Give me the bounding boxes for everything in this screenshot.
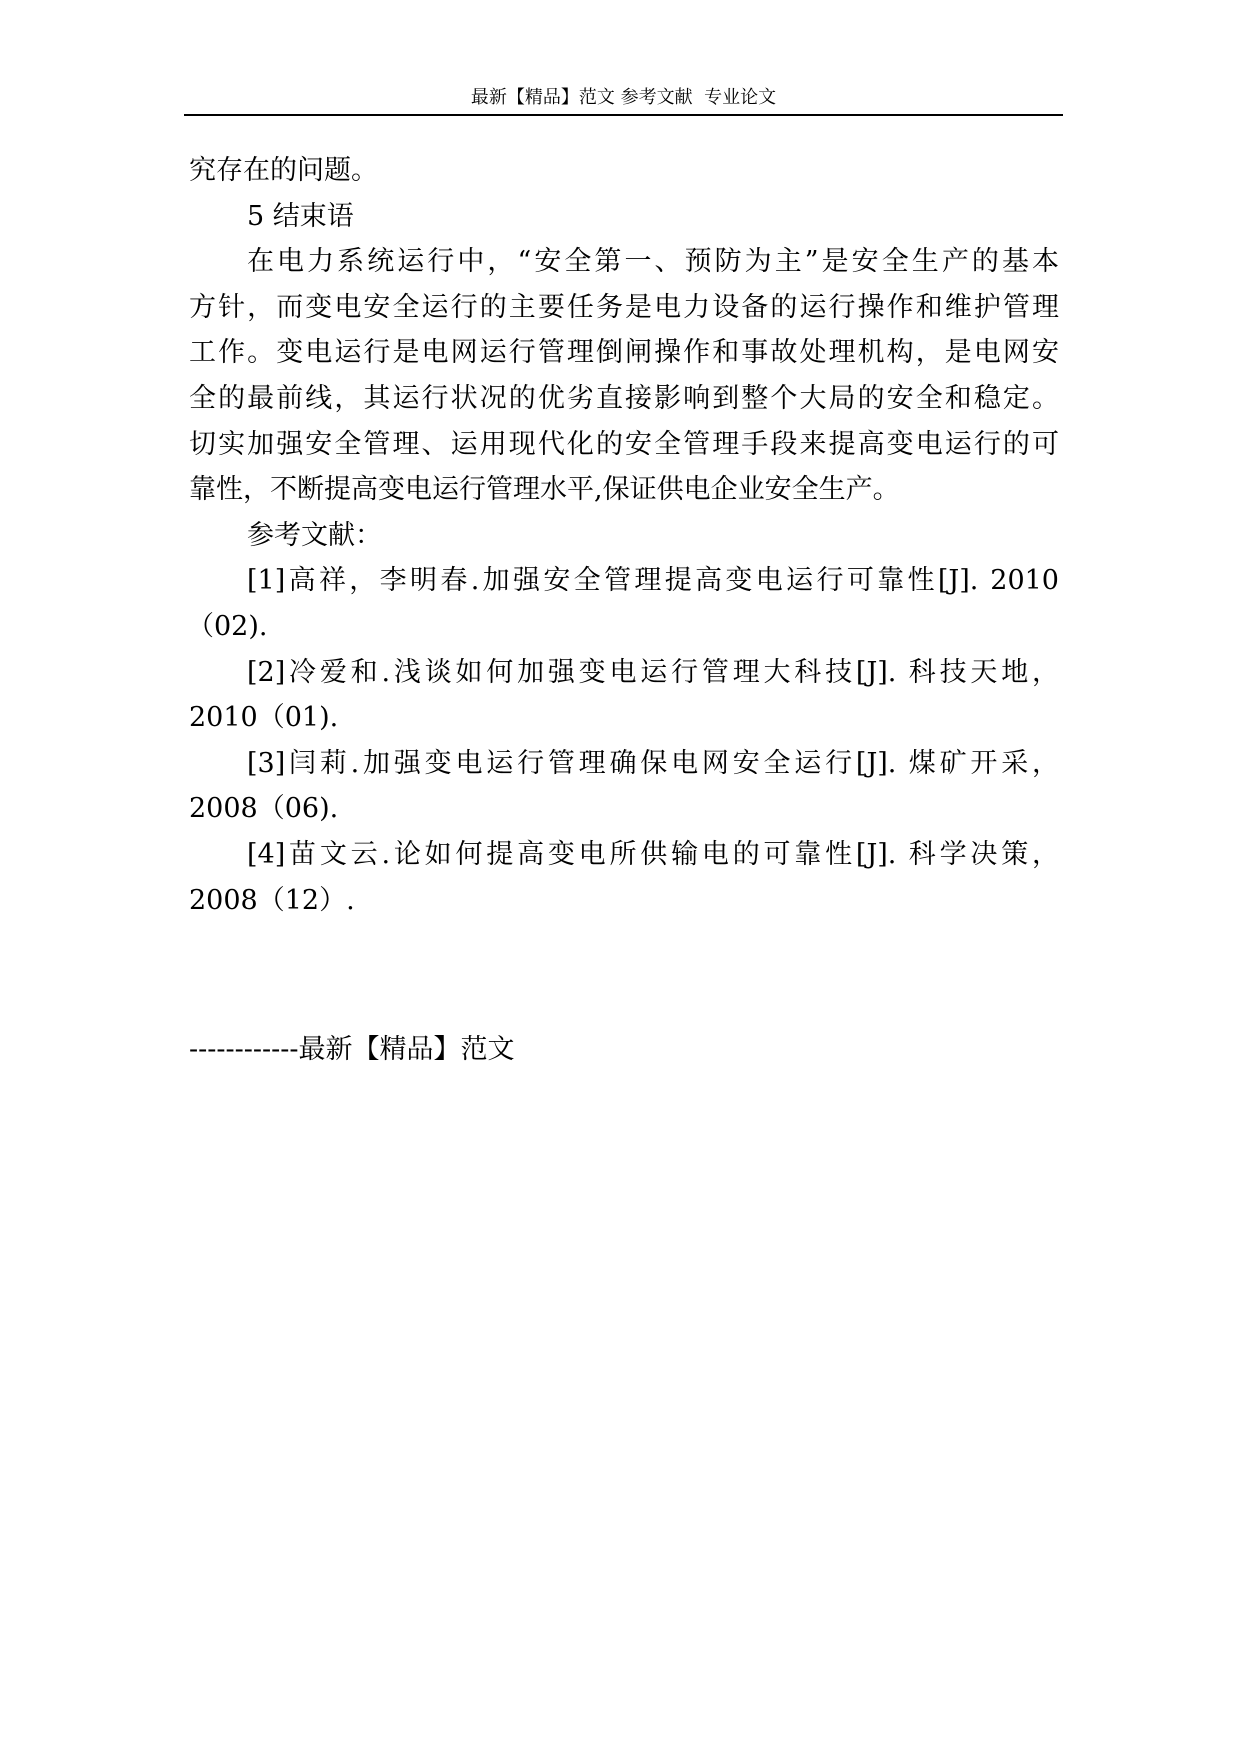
text-line: 靠性，不断提高变电运行管理水平,保证供电企业安全生产。 xyxy=(189,474,900,506)
text-line: [2]冷爱和.浅谈如何加强变电运行管理大科技[J]. 科技天地， xyxy=(247,656,1059,688)
text-line: [3]闫莉.加强变电运行管理确保电网安全运行[J]. 煤矿开采， xyxy=(247,747,1059,779)
page-header xyxy=(184,78,1063,116)
text-line: 2010（01). xyxy=(189,702,339,734)
text-line: 全的最前线，其运行状况的优劣直接影响到整个大局的安全和稳定。 xyxy=(189,382,1059,414)
text-line: [1]高祥，李明春.加强安全管理提高变电运行可靠性[J]. 2010 xyxy=(247,565,1059,597)
text-line: 工作。变电运行是电网运行管理倒闸操作和事故处理机构，是电网安 xyxy=(189,337,1059,369)
header-title: 最新【精品】范文 参考文献 专业论文 xyxy=(470,87,777,108)
text-line: 究存在的问题。 xyxy=(189,155,378,186)
text-line: 参考文献： xyxy=(247,519,382,551)
text-line: 切实加强安全管理、运用现代化的安全管理手段来提高变电运行的可 xyxy=(189,428,1059,460)
text-line: 方针，而变电安全运行的主要任务是电力设备的运行操作和维护管理 xyxy=(189,291,1059,323)
footer-text: ------------最新【精品】范文 xyxy=(189,1034,515,1065)
text-line: 在电力系统运行中，“安全第一、预防为主”是安全生产的基本 xyxy=(247,246,1059,278)
document-body xyxy=(189,148,1059,923)
text-line: 2008（06). xyxy=(189,793,339,825)
text-line: 5 结束语 xyxy=(247,200,354,232)
text-line: 2008（12）. xyxy=(189,884,355,916)
text-line: [4]苗文云.论如何提高变电所供输电的可靠性[J]. 科学决策， xyxy=(247,838,1059,870)
text-line: （02). xyxy=(187,610,268,642)
